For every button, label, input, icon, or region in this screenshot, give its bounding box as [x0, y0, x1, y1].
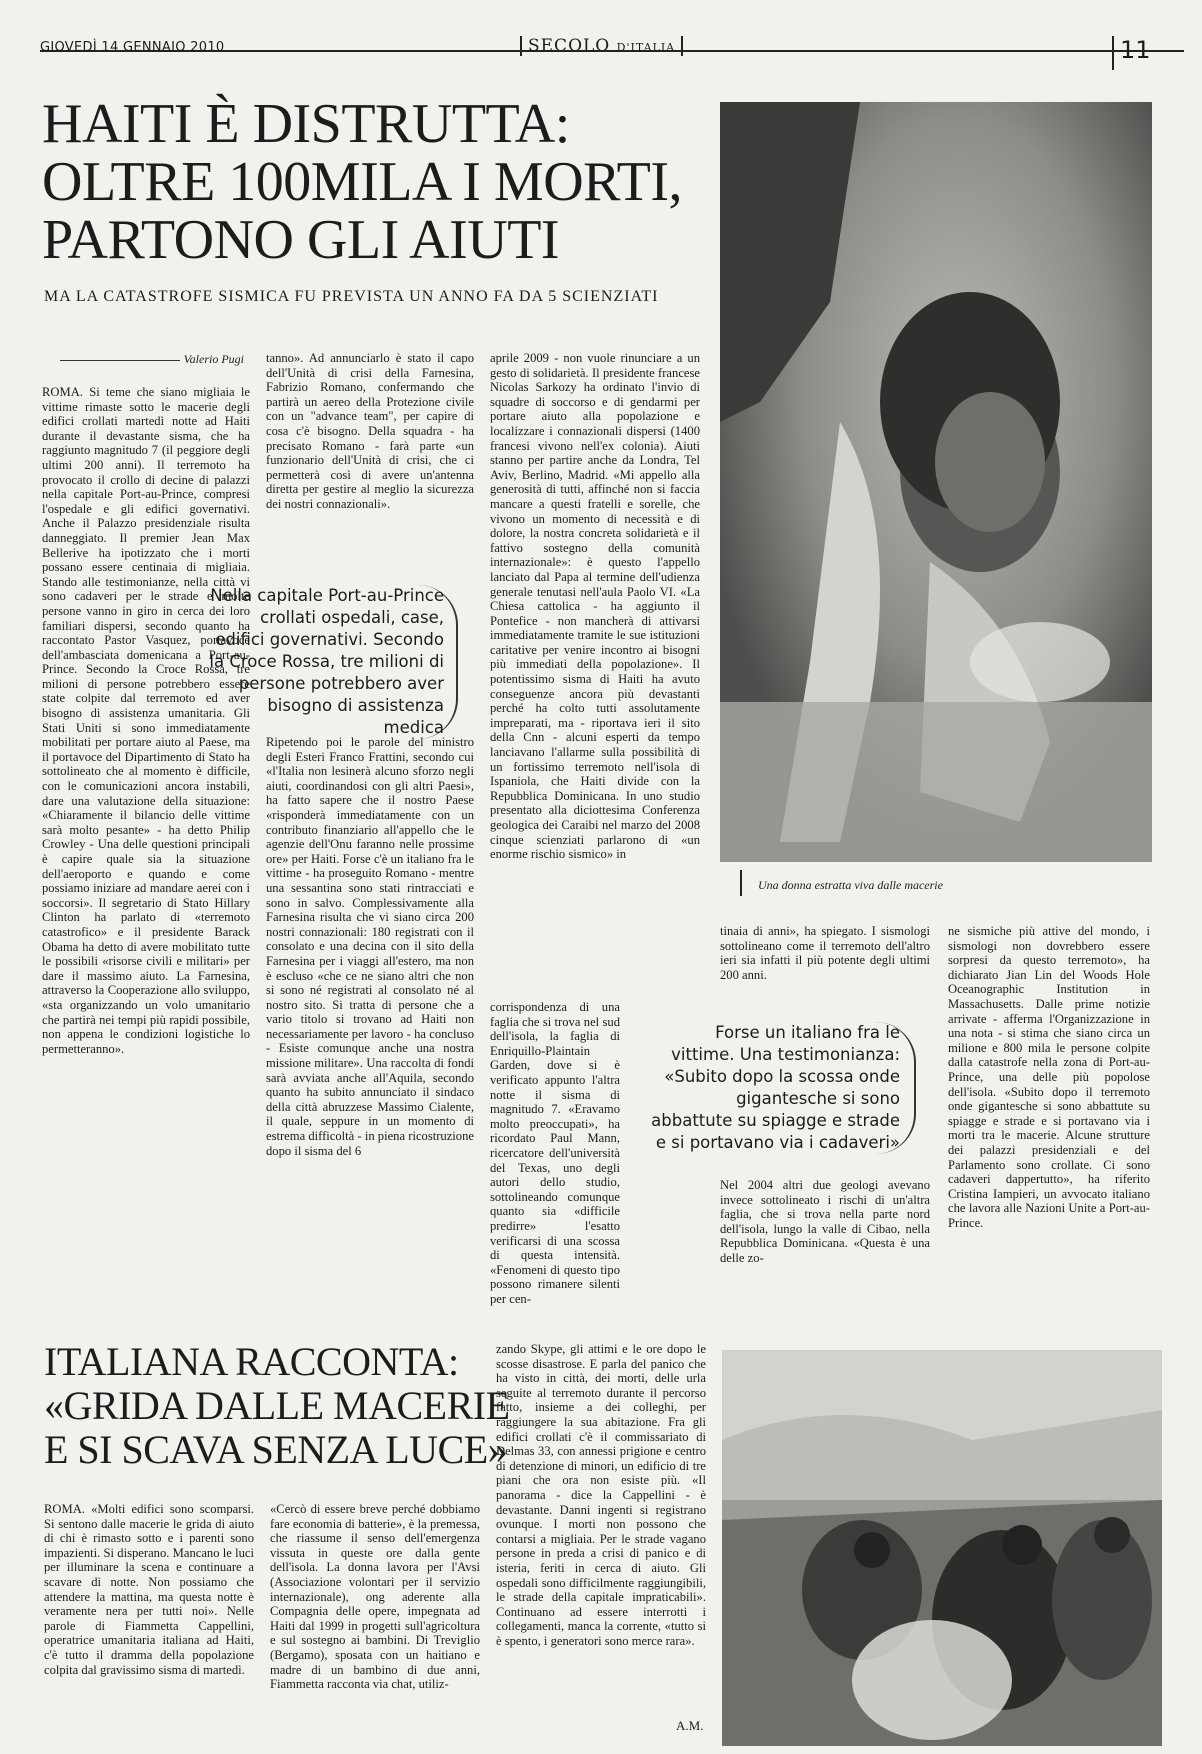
- paragraph: ROMA. «Molti edifici sono scomparsi. Si sentono dalle macerie le grida di aiuto di chi è rimasto sotto e i parenti sono impazienti. Si disperano. Mancano le luci per illuminare la scena e continuare a scavare di notte. Non possiamo che attendere la mattina, ma questa notte è veramente nera per tutti noi». Nelle parole di Fiammetta Cappellini, operatrice umanitaria italiana ad Haiti, c'è tutto il dramma della popolazione colpita dal gravissimo sisma di martedì.: [44, 1502, 254, 1677]
- masthead: [520, 36, 683, 56]
- article-column-3b: [490, 1000, 620, 1306]
- page-number: 11: [1112, 36, 1151, 70]
- paragraph: tinaia di anni», ha spiegato. I sismologi sottolineano come il terremoto dell'altro ieri sia infatti il più potente degli ultimi 200 anni.: [720, 924, 930, 982]
- issue-date: GIOVEDÌ 14 GENNAIO 2010: [40, 40, 225, 55]
- paragraph: aprile 2009 - non vuole rinunciare a un gesto di solidarietà. Il presidente francese Nicolas Sarkozy ha ordinato l'invio di squadre di soccorso e di gendarmi per portare aiuto alla popolazione e localizzare i connazionali dispersi (1400 francesi vivono nell'ex colonia). Aiuti stanno per partire anche da Londra, Tel Aviv, Berlino, Madrid. «Mi appello alla generosità di tutti, affinché non si faccia mancare a questi fratelli e sorelle, che vivono un momento di necessità e di dolore, la nostra concreta solidarietà e il fattivo sostegno della comunità internazionale»: è questo l'appello lanciato dal Papa al termine dell'udienza generale tenutasi nell'aula Paolo VI. «La Chiesa cattolica - ha aggiunto il Pontefice - non mancherà di attivarsi immediatamente tramite le sue istituzioni caritative per venire incontro ai bisogni più immediati della popolazione». Il potentissimo sisma di Haiti ha avuto conseguenze ancora più devastanti perché ha colto tutti assolutamente impreparati, ma - riportava ieri il sito della Cnn - alcuni esperti da tempo lanciavano l'allarme sulla possibilità di un fortissimo terremoto nell'isola di Ispaniola, che Haiti divide con la Repubblica Dominicana. In uno studio presentato alla diciottesima Conferenza geologica dei Caraibi nel marzo del 2008 cinque scienziati parlarono di «un enorme rischio sismico» in: [490, 351, 700, 862]
- headline-line: HAITI È DISTRUTTA:: [42, 93, 570, 155]
- second-photo: [722, 1350, 1162, 1746]
- main-headline: [42, 95, 712, 269]
- second-column-3: [496, 1342, 706, 1648]
- article-column-5: [948, 924, 1150, 1230]
- second-column-1: [44, 1502, 254, 1677]
- article-column-2b: [266, 735, 474, 1158]
- paragraph: zando Skype, gli attimi e le ore dopo le scosse disastrose. E parla del panico che ha visto in città, dei morti, delle urla seguite al terremoto durante il percorso fatto, insieme a dei colleghi, per raggiungere la sua abitazione. Fra gli edifici crollati c'è il commissariato di Delmas 33, con annessi prigione e centro di detenzione di minori, un edificio di tre piani che ora non esiste più. «Il panorama - dice la Cappellini - è devastante. Danni ingenti si registrano ovunque. I morti non possono che contarsi a migliaia. Per le strade vagano persone in preda a crisi di panico e di isteria, feriti in cerca di aiuto. Gli ospedali sono difficilmente raggiungibili, le strade della capitale impraticabili». Continuano ad essere interrotti i collegamenti, manca la corrente, «tutto si è spento, i generatori sono merce rara».: [496, 1342, 706, 1648]
- article-column-4b: [720, 1178, 930, 1266]
- main-photo: [720, 102, 1152, 862]
- masthead-name: SECOLO: [528, 36, 611, 56]
- byline: Valerio Pugi: [44, 352, 244, 367]
- subheadline: MA LA CATASTROFE SISMICA FU PREVISTA UN ANNO FA DA 5 SCIENZIATI: [44, 288, 659, 305]
- article-signature: A.M.: [676, 1718, 704, 1733]
- headline-line: E SI SCAVA SENZA LUCE»: [44, 1427, 508, 1472]
- photo-caption: Una donna estratta viva dalle macerie: [758, 878, 943, 892]
- caption-rule: [740, 870, 742, 896]
- pull-quote-1: Nella capitale Port-au-Prince crollati ospedali, case, edifici governativi. Secondo la Croce Rossa, tre milioni di persone potrebbero aver bisogno di assistenza medica: [206, 585, 458, 739]
- paragraph: corrispondenza di una faglia che si trova nel sud dell'isola, la faglia di Enriquillo-Plaintain Garden, dove si è verificato appunto l'altra notte il sisma di magnitudo 7. «Eravamo molto preoccupati», ha ricordato Paul Mann, ricercatore dell'università del Texas, uno degli autori dello studio, sottolineando comunque quanto sia «difficile predirre» l'esatto verificarsi di una scossa di questa intensità. «Fenomeni di questo tipo possono rimanere silenti per cen-: [490, 1000, 620, 1306]
- paragraph: «Cercò di essere breve perché dobbiamo fare economia di batterie», è la premessa, che riassume il senso dell'emergenza vissuta in queste ore dalla gente dell'isola. La donna lavora per l'Avsi (Associazione volontari per il servizio internazionale), ong aderente alla Compagnia delle opere, impegnata ad Haiti dal 1999 in progetti sull'agricoltura e sul sostegno ai bambini. Di Treviglio (Bergamo), sposata con un haitiano e madre di un bambino di due anni, Fiammetta racconta via chat, utiliz-: [270, 1502, 480, 1692]
- paragraph: tanno». Ad annunciarlo è stato il capo dell'Unità di crisi della Farnesina, Fabrizio Romano, confermando che partirà un aereo della Protezione civile con un "advance team", per capire di cosa c'è bisogno. Della squadra - ha precisato Romano - farà parte «un funzionario dell'Unità di crisi, che ci permetterà così di avere un'antenna diretta per gestire al meglio la sicurezza dei nostri connazionali».: [266, 351, 474, 511]
- second-headline: [44, 1340, 514, 1472]
- woman-rubble-photo: [720, 102, 1152, 862]
- pull-quote-2: Forse un italiano fra le vittime. Una testimonianza: «Subito dopo la scossa onde gigantesche si sono abbattute su spiagge e strade e si portavano via i cadaveri»: [650, 1022, 916, 1154]
- headline-line: PARTONO GLI AIUTI: [42, 209, 560, 271]
- headline-line: «GRIDA DALLE MACERIE: [44, 1383, 510, 1428]
- headline-line: OLTRE 100MILA I MORTI,: [42, 151, 682, 213]
- paragraph: Ripetendo poi le parole del ministro degli Esteri Franco Frattini, secondo cui «l'Italia non lesinerà alcuno sforzo negli aiuti, coordinandosi con gli altri Paesi», ha fatto sapere che il nostro Paese «risponderà immediatamente con un contributo finanziario all'appello che le agenzie dell'Onu faranno nelle prossime ore» per Haiti. Forse c'è un italiano fra le vittime - ha proseguito Romano - mentre una sessantina sono stati rintracciati e sono in salvo. Complessivamente alla Farnesina risulta che vi siano circa 200 nostri connazionali: 180 registrati con il consolato e una decina con il sito della Farnesina per i viaggi all'estero, ma non è escluso «che ce ne siano altri che non si sono né registrati al consolato né al nostro sito. Si tratta di persone che a vario titolo si trovano ad Haiti non necessariamente per lavoro - ha concluso - Esiste comunque anche una nostra missione militare». Una raccolta di fondi sarà avviata anche all'Aquila, secondo quanto ha subito annunciato il sindaco della città abruzzese Massimo Cialente, il quale, seppure in un momento di estrema difficoltà - in piena ricostruzione dopo il sisma del 6: [266, 735, 474, 1158]
- second-column-2: [270, 1502, 480, 1692]
- article-column-3a: [490, 351, 700, 862]
- article-column-2a: [266, 351, 474, 512]
- masthead-suffix: D'ITALIA: [616, 41, 676, 54]
- headline-line: ITALIANA RACCONTA:: [44, 1339, 459, 1384]
- article-column-4a: [720, 924, 930, 982]
- rescue-scene-photo: [722, 1350, 1162, 1746]
- paragraph: Nel 2004 altri due geologi avevano invece sottolineato i rischi di un'altra faglia, che si trova nella parte nord dell'isola, lungo la valle di Cibao, nella Repubblica Dominicana. «Questa è una delle zo-: [720, 1178, 930, 1265]
- paragraph: ROMA. Si teme che siano migliaia le vittime rimaste sotto le macerie degli edifici crollati martedì notte ad Haiti durante il devastante sisma, che ha raggiunto magnitudo 7 (il peggiore degli ultimi 200 anni). Il terremoto ha provocato il crollo di decine di palazzi nella capitale Port-au-Prince, compresi l'ospedale e gli edifici governativi. Anche il Palazzo presidenziale risulta danneggiato. Il premier Jean Max Bellerive ha ipotizzato che i morti possano essere centinaia di migliaia. Stando alle testimonianze, nella città vi sono cadaveri per le strade e molte persone vanno in giro in cerca dei loro familiari dispersi, secondo quanto ha raccontato Pastor Vasquez, portavoce dell'ambasciata domenicana a Port-au-Prince. Secondo la Croce Rossa, tre milioni di persone potrebbero essere state colpite dal terremoto ed aver bisogno di assistenza umanitaria. Gli Stati Uniti si sono immediatamente mobilitati per portare aiuto al Paese, ma il portavoce del Dipartimento di Stato ha sottolineato che al momento è difficile, con le comunicazioni ancora instabili, dare una valutazione della situazione: «Chiaramente il bilancio delle vittime sarà molto pesante» - ha detto Philip Crowley - Una delle questioni principali è capire quale sia la situazione dell'aeroporto e quando e come possiamo iniziare ad mandare aerei con i soccorsi». Il segretario di Stato Hillary Clinton ha parlato di «terremoto catastrofico» e il presidente Barack Obama ha detto di avere mobilitato tutte le possibili «risorse civili e militari» per dare il massimo aiuto. La Farnesina, attraverso la Cooperazione allo sviluppo, «sta organizzando un volo umanitario che partirà nei tempi più rapidi possibile, non appena le condizioni logistiche lo permetteranno».: [42, 385, 250, 1056]
- paragraph: ne sismiche più attive del mondo, i sismologi non dovrebbero essere sorpresi da questo terremoto», ha dichiarato Jian Lin del Woods Hole Oceanographic Institution in Massachusetts. Dalle prime notizie arrivate - afferma l'Organizzazione in una nota - si stima che siano circa un milione e 800 mila le persone colpite dalla catastrofe nella zona di Port-au-Prince, una delle più popolose dell'isola. «Subito dopo il terremoto onde gigantesche si sono abbattute su spiagge e strade e si portavano via i morti tra le macerie. Alcune strutture dei palazzi presidenziali e del Parlamento sono crollate. Ci sono cadaveri dappertutto», ha riferito Cristina Iampieri, un avvocato italiano che lavora alle Nazioni Unite a Port-au-Prince.: [948, 924, 1150, 1230]
